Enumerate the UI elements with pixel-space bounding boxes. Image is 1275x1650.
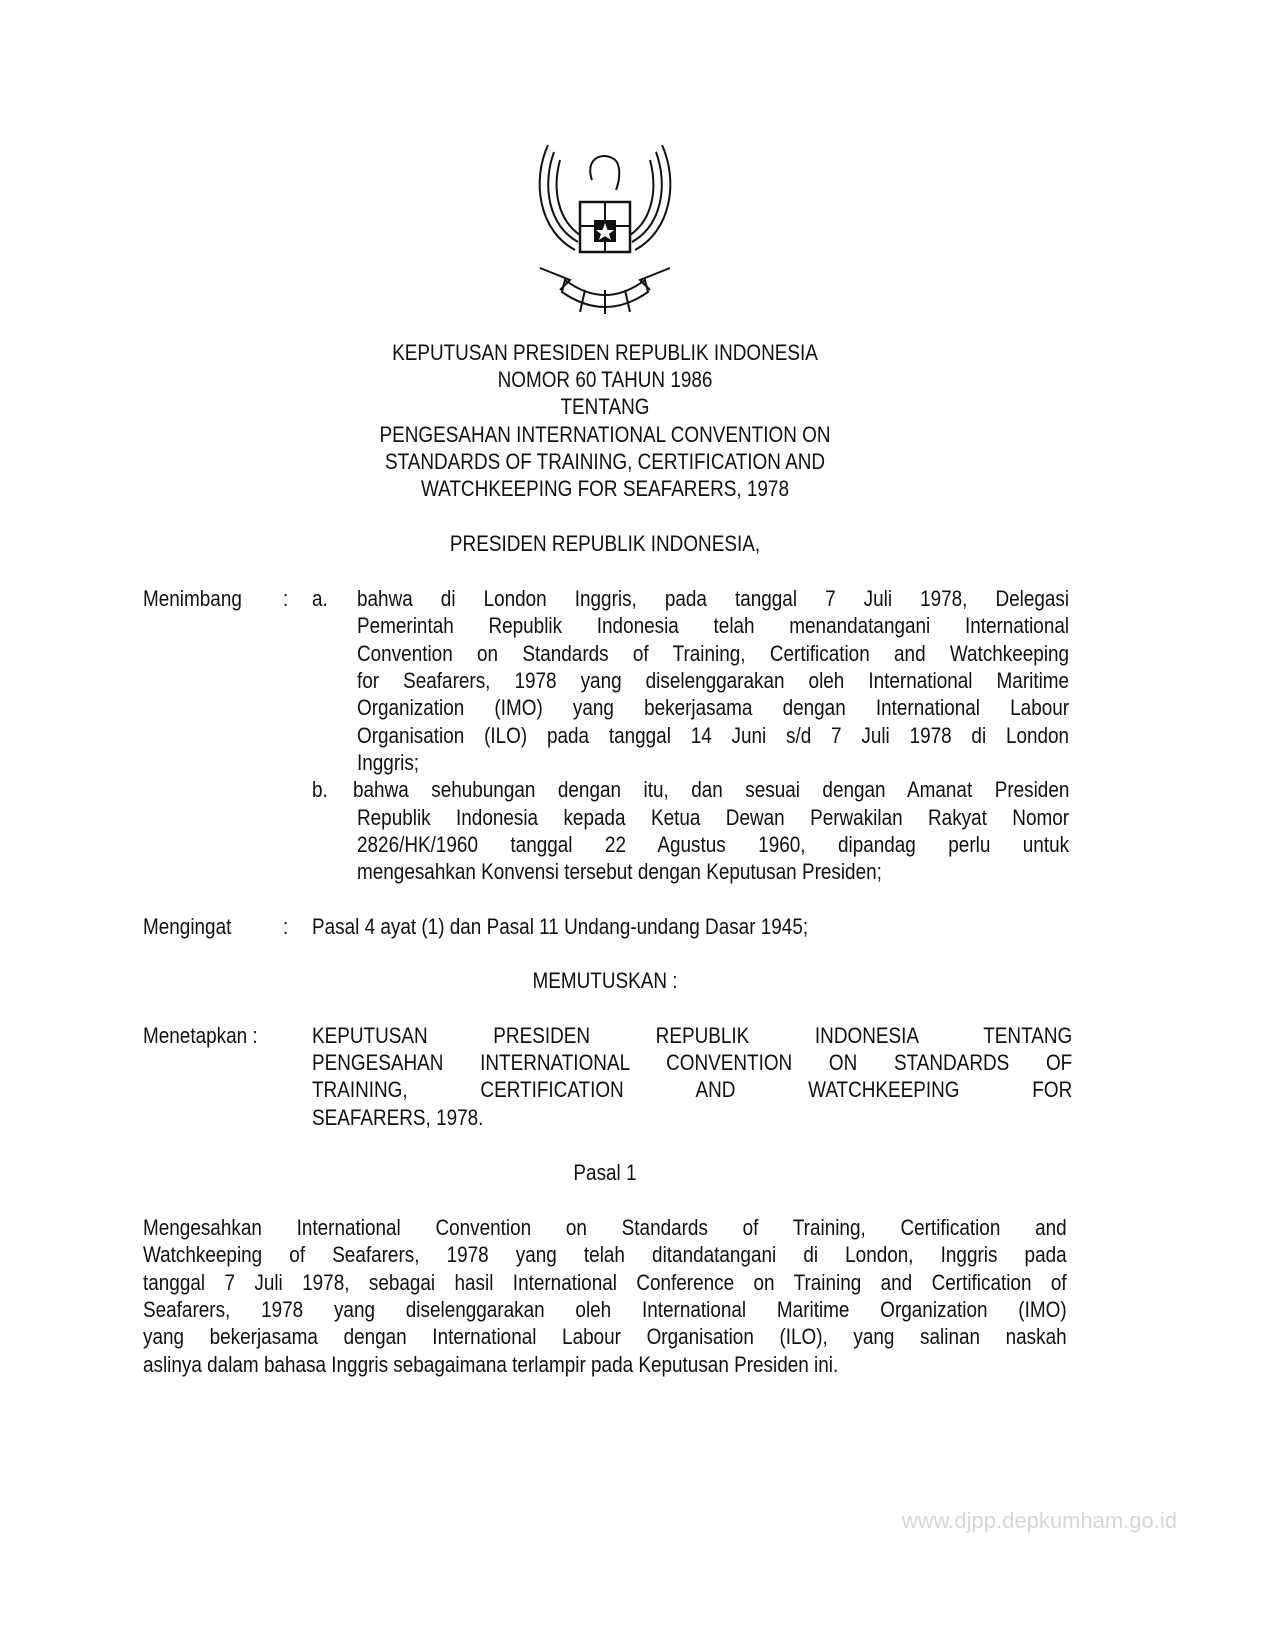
pasal-1-line: yang bekerjasama dengan International Labour Organisation (ILO), yang salinan naskah [143, 1324, 1067, 1349]
item-a-line: Inggris; [357, 750, 420, 775]
title-line: KEPUTUSAN PRESIDEN REPUBLIK INDONESIA [392, 340, 818, 365]
menetapkan-line: KEPUTUSAN PRESIDEN REPUBLIK INDONESIA TENTANG [312, 1023, 1073, 1048]
title-line: STANDARDS OF TRAINING, CERTIFICATION AND [384, 449, 826, 474]
item-marker-a: a. [312, 586, 328, 611]
pasal-1-line: aslinya dalam bahasa Inggris sebagaimana terlampir pada Keputusan Presiden ini. [143, 1352, 839, 1377]
item-a-line: Convention on Standards of Training, Certification and Watchkeeping [357, 641, 1070, 666]
mengingat-text: Pasal 4 ayat (1) dan Pasal 11 Undang-undang Dasar 1945; [312, 914, 809, 939]
menimbang-label: Menimbang [143, 586, 242, 611]
item-a-line: bahwa di London Inggris, pada tanggal 7 Juli 1978, Delegasi [357, 586, 1070, 611]
item-marker-b: b. [312, 777, 328, 802]
title-line: TENTANG [560, 394, 650, 419]
menetapkan-line: TRAINING, CERTIFICATION AND WATCHKEEPING FOR [312, 1077, 1073, 1102]
menimbang-colon: : [283, 586, 289, 611]
pasal-1-line: Watchkeeping of Seafarers, 1978 yang telah ditandatangani di London, Inggris pada [143, 1242, 1067, 1267]
item-b-line: 2826/HK/1960 tanggal 22 Agustus 1960, dipandag perlu untuk [357, 832, 1070, 857]
pasal-1-heading: Pasal 1 [573, 1160, 637, 1185]
item-b-line: bahwa sehubungan dengan itu, dan sesuai dengan Amanat Presiden [353, 777, 1070, 802]
president-heading: PRESIDEN REPUBLIK INDONESIA, [449, 531, 761, 556]
item-a-line: Pemerintah Republik Indonesia telah menandatangani International [357, 613, 1070, 638]
item-a-line: for Seafarers, 1978 yang diselenggarakan oleh International Maritime [357, 668, 1070, 693]
title-line: PENGESAHAN INTERNATIONAL CONVENTION ON [379, 422, 831, 447]
memutuskan-heading: MEMUTUSKAN : [532, 968, 678, 993]
item-a-line: Organisation (ILO) pada tanggal 14 Juni s/d 7 Juli 1978 di London [357, 723, 1070, 748]
pasal-1-line: tanggal 7 Juli 1978, sebagai hasil International Conference on Training and Certification of [143, 1270, 1067, 1295]
pasal-1-line: Mengesahkan International Convention on Standards of Training, Certification and [143, 1215, 1067, 1240]
item-a-line: Organization (IMO) yang bekerjasama dengan International Labour [357, 695, 1070, 720]
mengingat-label: Mengingat [143, 914, 232, 939]
menetapkan-line: PENGESAHAN INTERNATIONAL CONVENTION ON STANDARDS OF [312, 1050, 1073, 1075]
menetapkan-label: Menetapkan : [143, 1023, 258, 1048]
garuda-emblem [530, 140, 680, 315]
title-line: WATCHKEEPING FOR SEAFARERS, 1978 [421, 476, 789, 501]
mengingat-colon: : [283, 914, 289, 939]
item-b-line: mengesahkan Konvensi tersebut dengan Keputusan Presiden; [357, 859, 882, 884]
item-b-line: Republik Indonesia kepada Ketua Dewan Perwakilan Rakyat Nomor [357, 805, 1070, 830]
title-line: NOMOR 60 TAHUN 1986 [497, 367, 713, 392]
watermark: www.djpp.depkumham.go.id [901, 1508, 1177, 1533]
menetapkan-line: SEAFARERS, 1978. [312, 1105, 484, 1130]
pasal-1-line: Seafarers, 1978 yang diselenggarakan oleh International Maritime Organization (IMO) [143, 1297, 1067, 1322]
